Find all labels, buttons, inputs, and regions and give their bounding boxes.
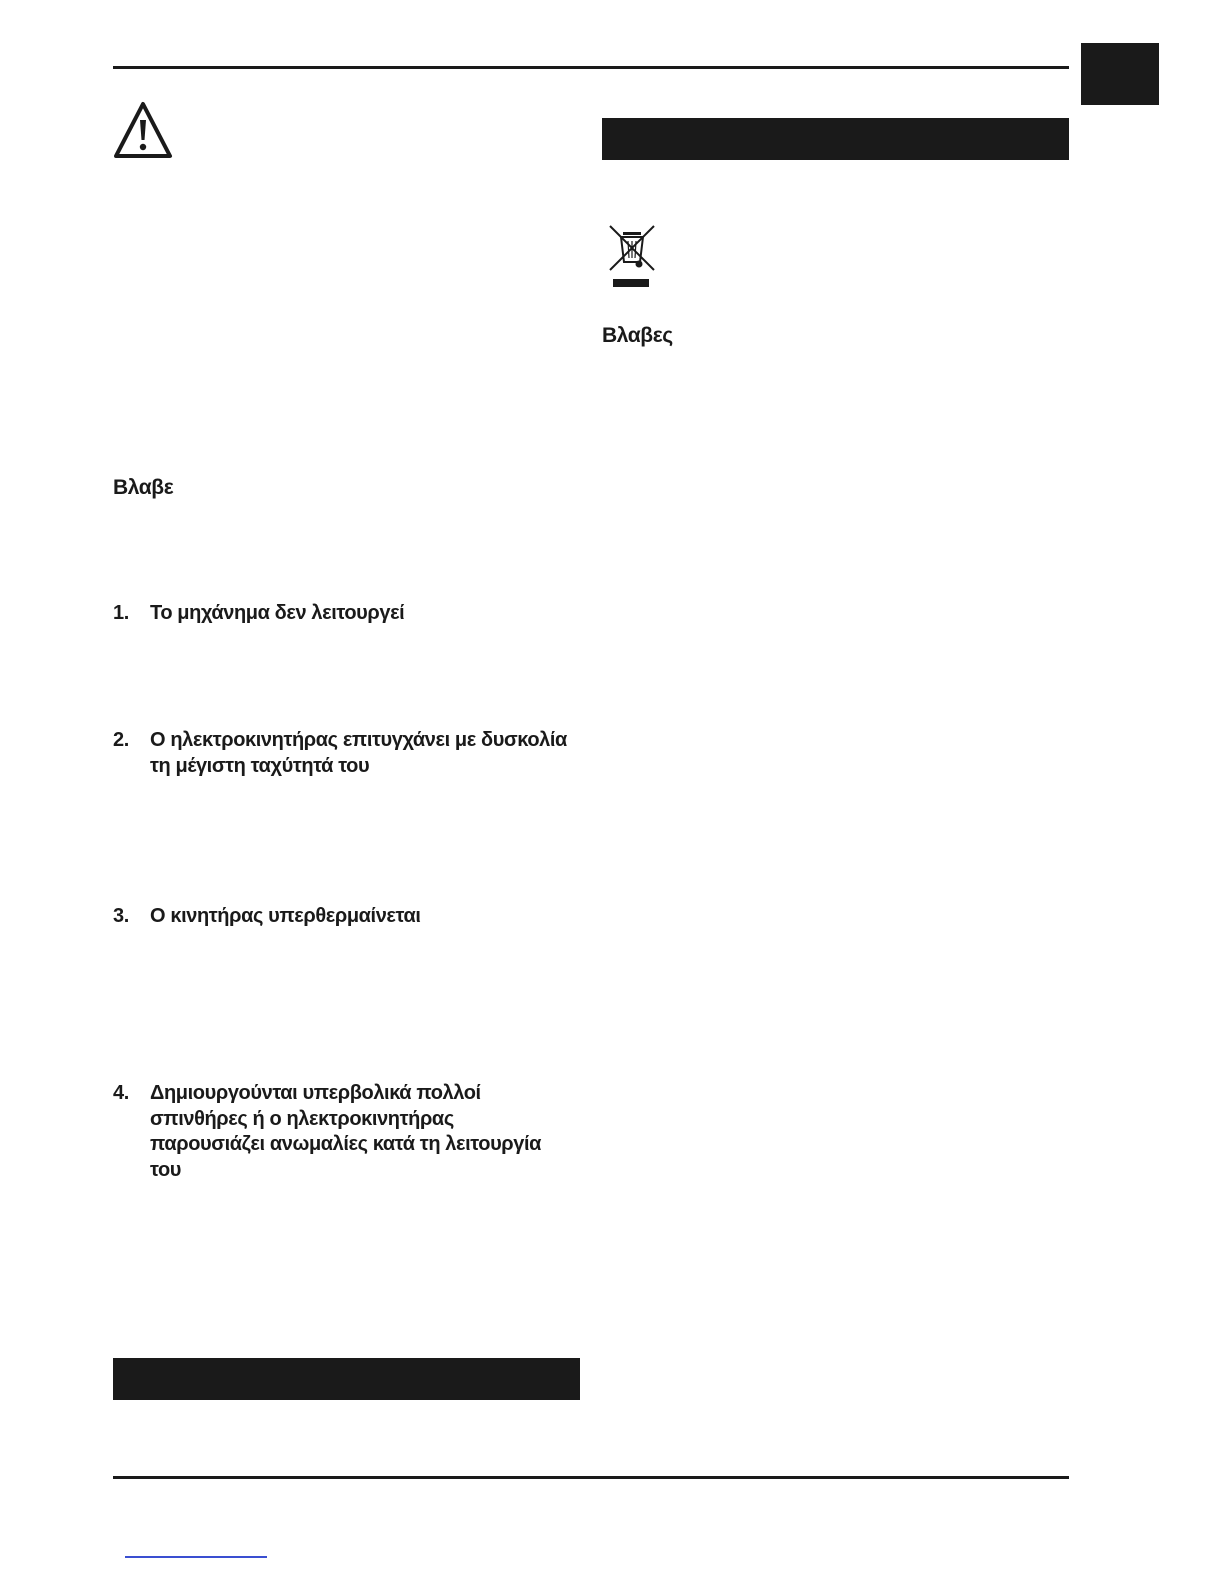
section-header-bar	[602, 118, 1069, 160]
fault-item-number: 3.	[113, 905, 129, 927]
fault-item-text: Ο κινητήρας υπερθερμαίνεται	[150, 905, 421, 927]
fault-item-number: 1.	[113, 602, 129, 624]
warning-triangle-icon	[113, 100, 173, 160]
footer-rule	[113, 1476, 1069, 1479]
fault-item	[113, 601, 573, 627]
fault-item	[113, 728, 573, 779]
fault-item-number: 4.	[113, 1082, 129, 1104]
header-rule	[113, 66, 1069, 69]
fault-item-text: Ο ηλεκτροκινητήρας επιτυγχάνει με δυσκολία τη μέγιστη ταχύτητά του	[150, 729, 567, 777]
fault-item	[113, 1081, 573, 1183]
faults-heading-left: Βλαβε	[113, 476, 174, 499]
language-tab-marker	[1081, 43, 1159, 105]
crossed-out-wheelie-bin-icon	[606, 222, 658, 290]
section-header-bar	[113, 1358, 580, 1400]
fault-item-text: Δημιουργούνται υπερβολικά πολλοί σπινθήρες ή ο ηλεκτροκινητήρας παρουσιάζει ανωμαλίες κατά τη λειτουργία του	[150, 1082, 542, 1181]
fault-item	[113, 904, 573, 930]
fault-item-number: 2.	[113, 729, 129, 751]
footer-link-underline[interactable]	[125, 1556, 267, 1558]
faults-heading-right: Βλαβες	[602, 324, 673, 347]
fault-item-text: Το μηχάνημα δεν λειτουργεί	[150, 602, 405, 624]
